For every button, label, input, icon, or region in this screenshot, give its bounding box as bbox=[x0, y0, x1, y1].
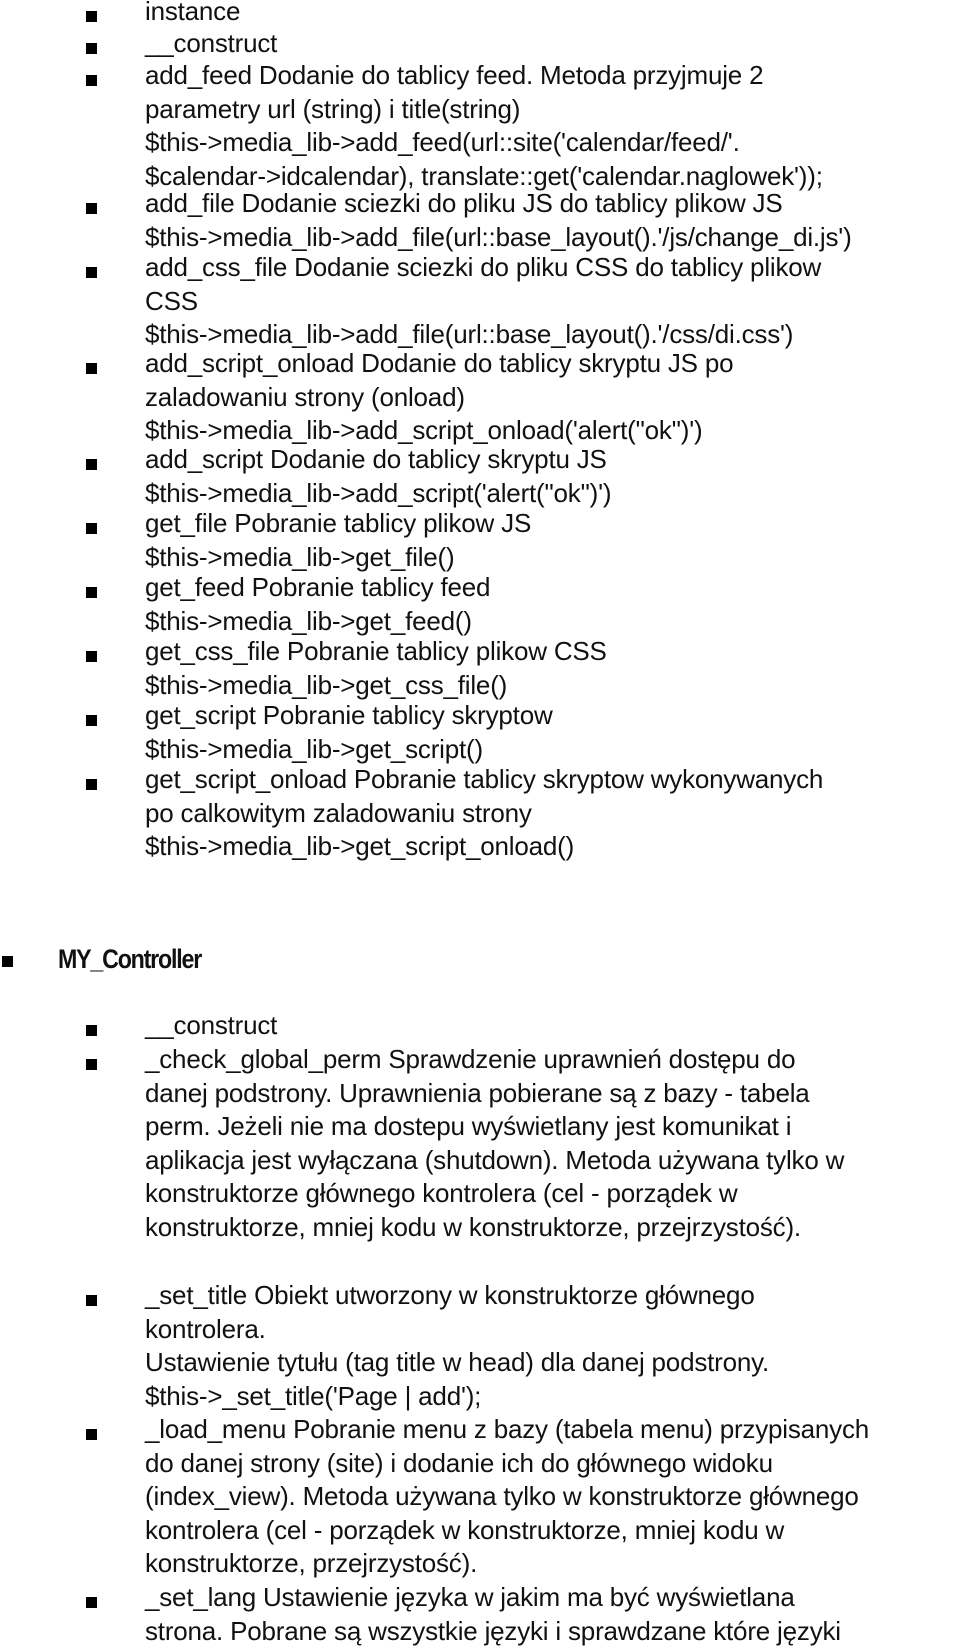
bullet-square-icon bbox=[86, 203, 97, 214]
bullet-square-icon bbox=[86, 1295, 97, 1306]
bullet-square-icon bbox=[86, 523, 97, 534]
list-item-text: add_feed Dodanie do tablicy feed. Metoda przyjmuje 2 bbox=[145, 60, 764, 90]
list-item-text: $this->_set_title('Page | add'); bbox=[145, 1380, 482, 1411]
bullet-square-icon bbox=[86, 1059, 97, 1070]
list-item-text: add_css_file Dodanie sciezki do pliku CSS do tablicy plikow bbox=[145, 252, 822, 282]
list-item-text: get_css_file Pobranie tablicy plikow CSS bbox=[145, 636, 607, 666]
bullet-square-icon bbox=[86, 267, 97, 278]
list-item-text: do danej strony (site) i dodanie ich do głównego widoku bbox=[145, 1447, 773, 1478]
list-item-text: konstruktorze, mniej kodu w konstruktorze, przejrzystość). bbox=[145, 1211, 801, 1242]
list-item-text: (index_view). Metoda używana tylko w konstruktorze głównego bbox=[145, 1481, 859, 1512]
list-item-text: $this->media_lib->get_script() bbox=[145, 733, 483, 764]
list-item-text: $calendar->idcalendar), translate::get('calendar.naglowek')); bbox=[145, 160, 823, 191]
list-item-text: kontrolera. bbox=[145, 1313, 266, 1344]
bullet-square-icon bbox=[86, 459, 97, 470]
list-item-text: perm. Jeżeli nie ma dostepu wyświetlany jest komunikat i bbox=[145, 1111, 792, 1142]
bullet-square-icon bbox=[86, 651, 97, 662]
list-item-text: get_script Pobranie tablicy skryptow bbox=[145, 700, 553, 730]
list-item-text: add_file Dodanie sciezki do pliku JS do tablicy plikow JS bbox=[145, 188, 783, 218]
bullet-square-icon bbox=[86, 363, 97, 374]
list-item-text: get_file Pobranie tablicy plikow JS bbox=[145, 508, 532, 538]
list-item-text: get_feed Pobranie tablicy feed bbox=[145, 572, 491, 602]
list-item-text: $this->media_lib->add_script('alert("ok")') bbox=[145, 477, 612, 508]
list-item-text: parametry url (string) i title(string) bbox=[145, 93, 521, 124]
bullet-square-icon bbox=[86, 1025, 97, 1036]
list-item-text: $this->media_lib->get_script_onload() bbox=[145, 831, 575, 862]
list-item-text: _check_global_perm Sprawdzenie uprawnień dostępu do bbox=[145, 1044, 796, 1074]
bullet-square-icon bbox=[86, 75, 97, 86]
list-item-text: $this->media_lib->get_feed() bbox=[145, 605, 472, 636]
bullet-square-icon bbox=[86, 11, 97, 22]
list-item-text: _load_menu Pobranie menu z bazy (tabela menu) przypisanych bbox=[145, 1414, 870, 1444]
list-item-text: get_script_onload Pobranie tablicy skryptow wykonywanych bbox=[145, 764, 824, 794]
list-item-text: $this->media_lib->get_css_file() bbox=[145, 669, 508, 700]
list-item-text: add_script Dodanie do tablicy skryptu JS bbox=[145, 444, 607, 474]
list-item-text: konstruktorze głównego kontrolera (cel - porządek w bbox=[145, 1178, 738, 1209]
list-item-text: danej podstrony. Uprawnienia pobierane są z bazy - tabela bbox=[145, 1077, 810, 1108]
list-item-text: Ustawienie tytułu (tag title w head) dla danej podstrony. bbox=[145, 1347, 770, 1378]
bullet-square-icon bbox=[86, 715, 97, 726]
list-item-text: add_script_onload Dodanie do tablicy skryptu JS po bbox=[145, 348, 734, 378]
list-item-text: _set_title Obiekt utworzony w konstruktorze głównego bbox=[145, 1280, 755, 1310]
bullet-square-icon bbox=[86, 1429, 97, 1440]
bullet-square-icon bbox=[86, 779, 97, 790]
list-item-text: $this->media_lib->add_file(url::base_layout().'/css/di.css') bbox=[145, 319, 794, 350]
list-item-text: zaladowaniu strony (onload) bbox=[145, 381, 465, 412]
list-item-text: instance bbox=[145, 0, 241, 26]
list-item-text: $this->media_lib->add_feed(url::site('calendar/feed/'. bbox=[145, 127, 740, 158]
list-item-text: $this->media_lib->add_file(url::base_layout().'/js/change_di.js') bbox=[145, 221, 852, 252]
list-item-text: konstruktorze, przejrzystość). bbox=[145, 1548, 478, 1579]
list-item-text: $this->media_lib->get_file() bbox=[145, 541, 455, 572]
list-item-text: $this->media_lib->add_script_onload('alert("ok")') bbox=[145, 415, 703, 446]
list-item-text: po calkowitym zaladowaniu strony bbox=[145, 797, 532, 828]
list-item-text: _set_lang Ustawienie języka w jakim ma być wyświetlana bbox=[145, 1582, 795, 1612]
bullet-square-icon bbox=[86, 43, 97, 54]
bullet-square-icon bbox=[86, 587, 97, 598]
list-item-text: kontrolera (cel - porządek w konstruktorze, mniej kodu w bbox=[145, 1514, 785, 1545]
section-title: MY_Controller bbox=[58, 944, 202, 974]
list-item-text: __construct bbox=[145, 28, 278, 58]
list-item-text: __construct bbox=[145, 1010, 278, 1040]
bullet-square-icon bbox=[2, 956, 13, 967]
bullet-square-icon bbox=[86, 1597, 97, 1608]
list-item-text: aplikacja jest wyłączana (shutdown). Metoda używana tylko w bbox=[145, 1144, 845, 1175]
list-item-text: CSS bbox=[145, 285, 198, 316]
list-item-text: strona. Pobrane są wszystkie języki i sprawdzane które języki bbox=[145, 1615, 841, 1646]
